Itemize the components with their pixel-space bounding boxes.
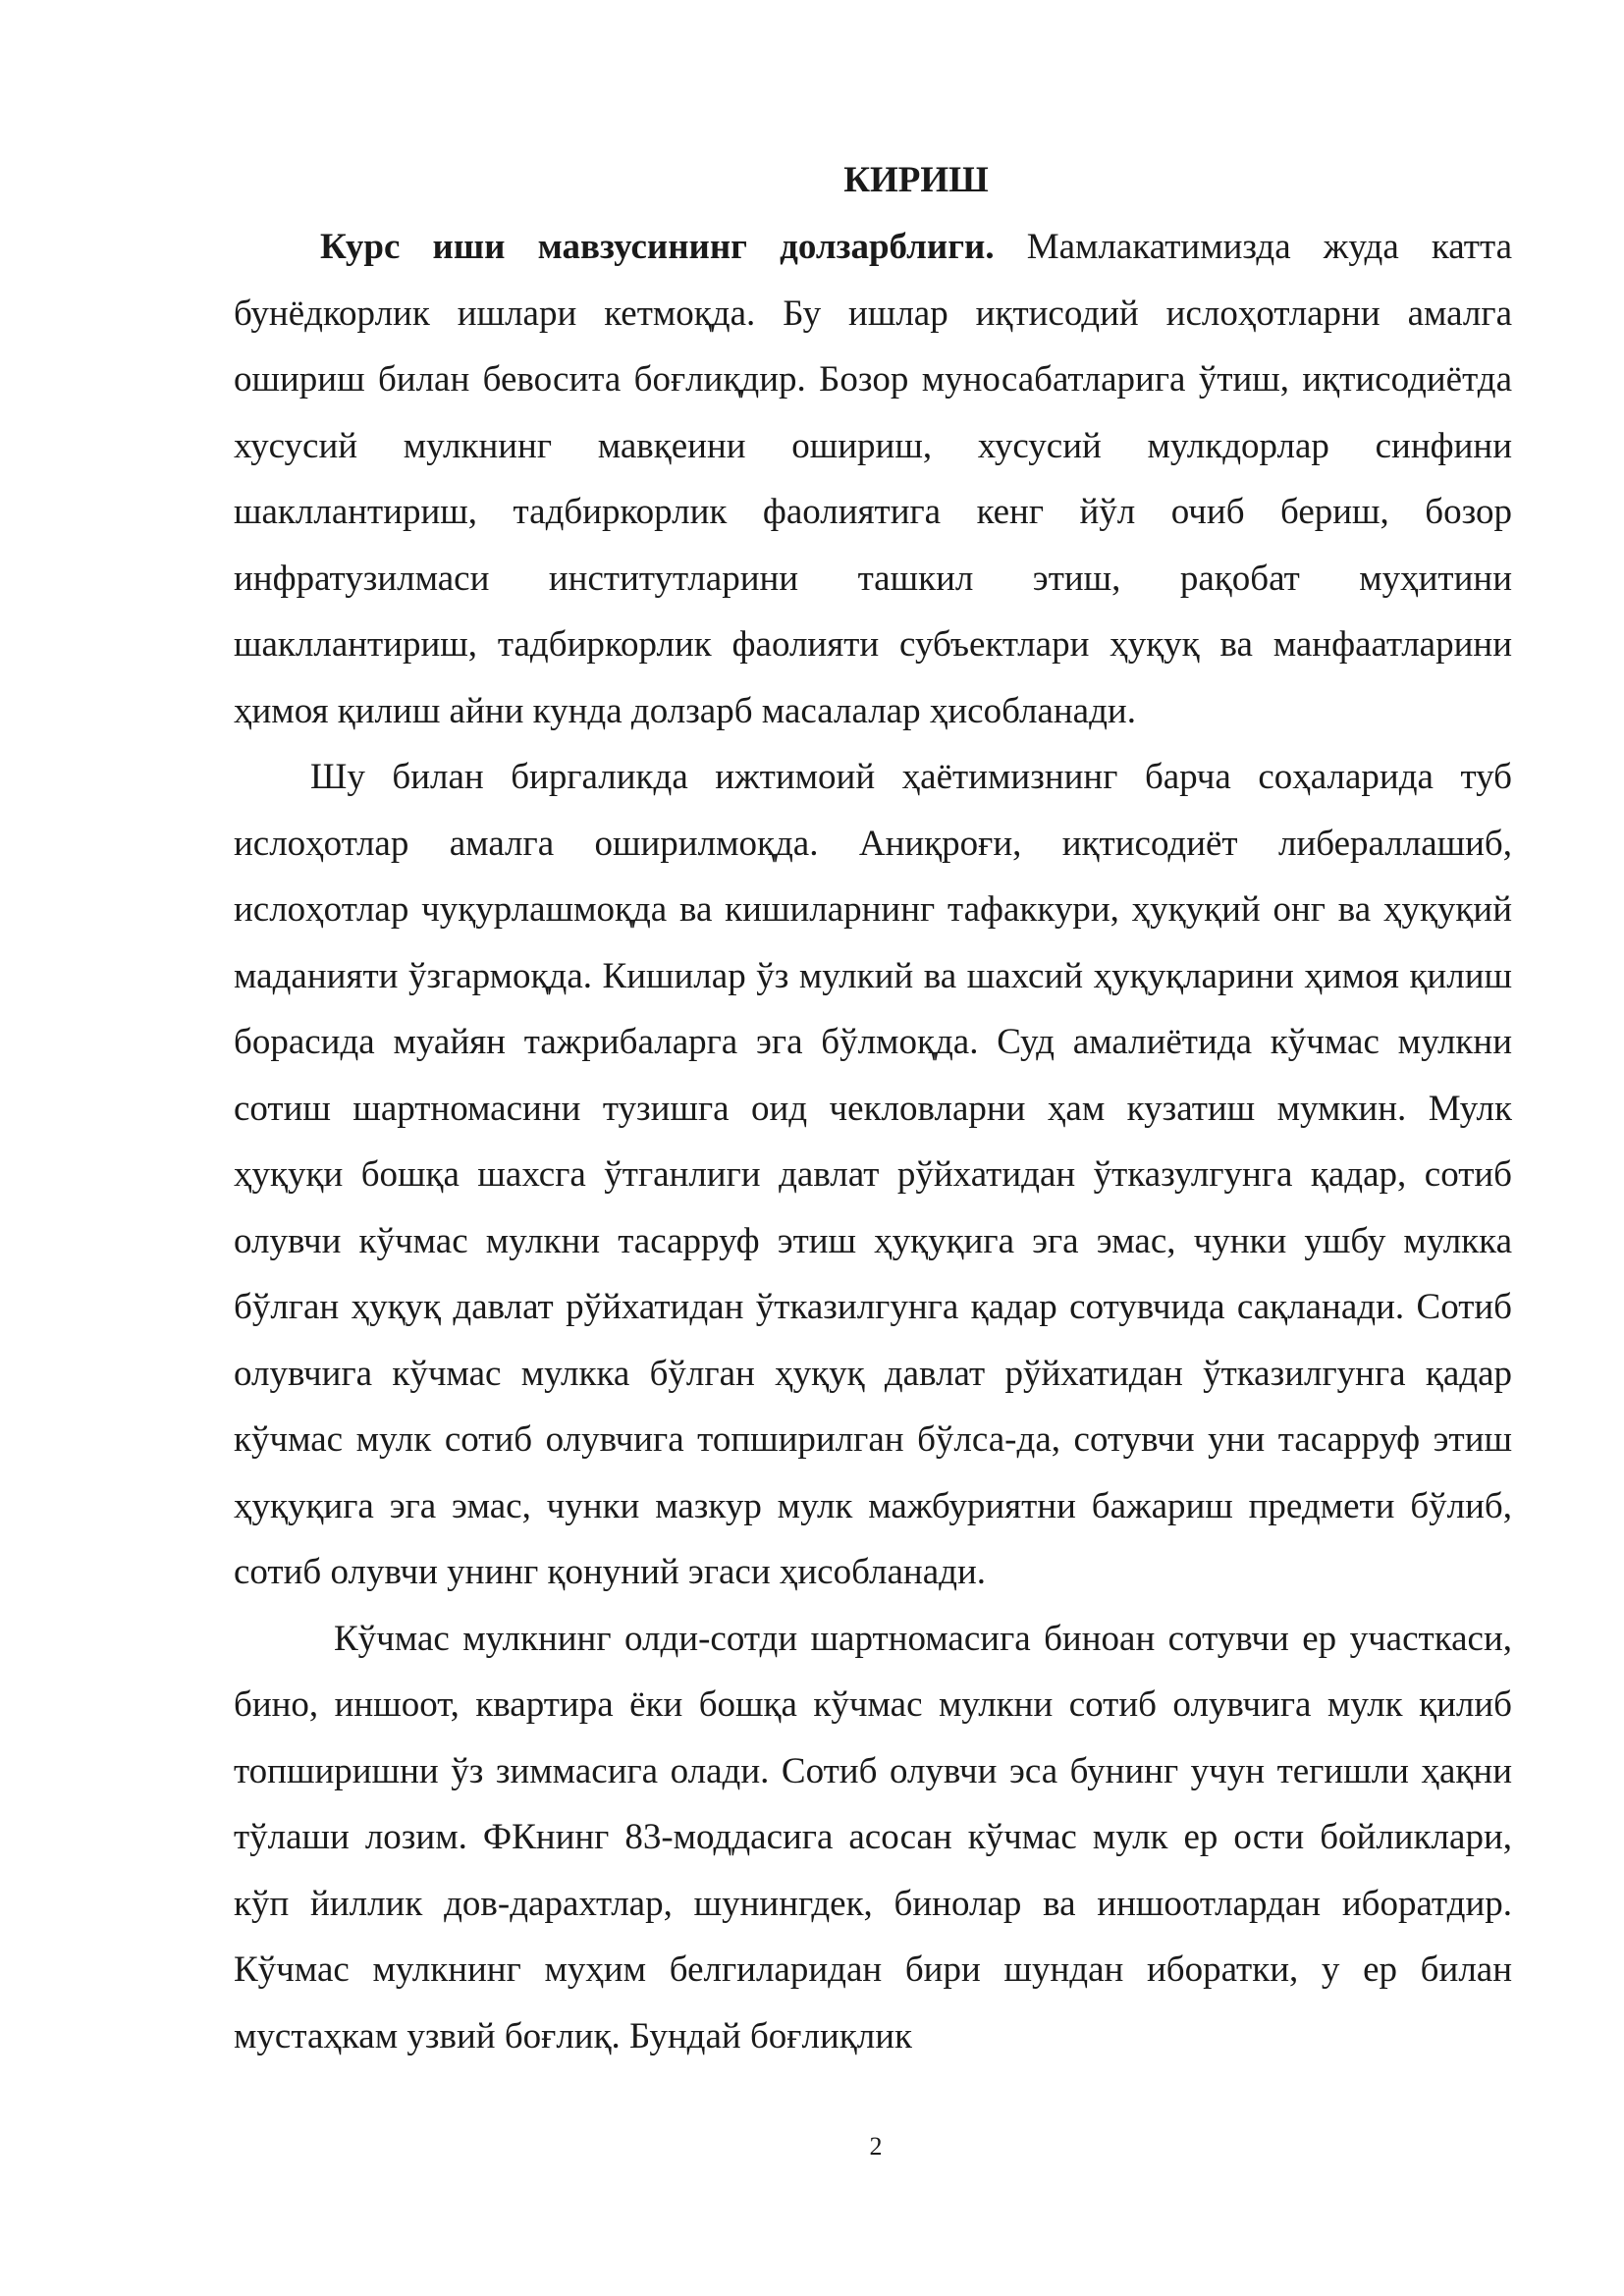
- page-number: 2: [869, 2132, 883, 2161]
- paragraph-reforms: Шу билан биргаликда ижтимоий ҳаётимизнинг барча соҳаларида туб ислоҳотлар амалга оширилмоқда. Аниқроғи, иқтисодиёт либераллашиб, ислоҳотлар чуқурлашмоқда ва кишиларнинг тафаккури, ҳуқуқий онг ва ҳуқуқий маданияти ўзгармоқда. Кишилар ўз мулкий ва шахсий ҳуқуқларини ҳимоя қилиш борасида муайян тажрибаларга эга бўлмоқда. Суд амалиётида кўчмас мулкни сотиш шартномасини тузишга оид чекловларни ҳам кузатиш мумкин. Мулк ҳуқуқи бошқа шахсга ўтганлиги давлат рўйхатидан ўтказулгунга қадар, сотиб олувчи кўчмас мулкни тасарруф этиш ҳуқуқига эга эмас, чунки ушбу мулкка бўлган ҳуқуқ давлат рўйхатидан ўтказилгунга қадар сотувчида сақланади. Сотиб олувчига кўчмас мулкка бўлган ҳуқуқ давлат рўйхатидан ўтказилгунга қадар кўчмас мулк сотиб олувчига топширилган бўлса-да, сотувчи уни тасарруф этиш ҳуқуқига эга эмас, чунки мазкур мулк мажбуриятни бажариш предмети бўлиб, сотиб олувчи унинг қонуний эгаси ҳисобланади.: [234, 757, 1512, 1592]
- section-heading: КИРИШ: [843, 160, 989, 200]
- paragraph-lead: Курс иши мавзусининг долзарблиги.: [320, 227, 995, 267]
- paragraph-text: Мамлакатимизда жуда катта бунёдкорлик ишлари кетмоқда. Бу ишлар иқтисодий ислоҳотларни амалга ошириш билан бевосита боғлиқдир. Бозор муносабатларига ўтиш, иқтисодиётда хусусий мулкнинг мавқеини ошириш, хусусий мулкдорлар синфини шакллантириш, тадбиркорлик фаолиятига кенг йўл очиб бериш, бозор инфратузилмаси институтларини ташкил этиш, рақобат муҳитини шакллантириш, тадбиркорлик фаолияти субъектлари ҳуқуқ ва манфаатларини ҳимоя қилиш айни кунда долзарб масалалар ҳисобланади.: [234, 227, 1512, 731]
- paragraph-relevance: [234, 214, 1512, 744]
- paragraph-real-estate: Кўчмас мулкнинг олди-сотди шартномасига биноан сотувчи ер участкаси, бино, иншоот, квартира ёки бошқа кўчмас мулкни сотиб олувчига мулк қилиб топширишни ўз зиммасига олади. Сотиб олувчи эса бунинг учун тегишли ҳақни тўлаши лозим. ФКнинг 83-моддасига асосан кўчмас мулк ер ости бойликлари, кўп йиллик дов-дарахтлар, шунингдек, бинолар ва иншоотлардан иборатдир. Кўчмас мулкнинг муҳим белгиларидан бири шундан иборатки, у ер билан мустаҳкам узвий боғлиқ. Бундай боғлиқлик: [234, 1618, 1512, 2056]
- document-page: [234, 147, 1512, 2069]
